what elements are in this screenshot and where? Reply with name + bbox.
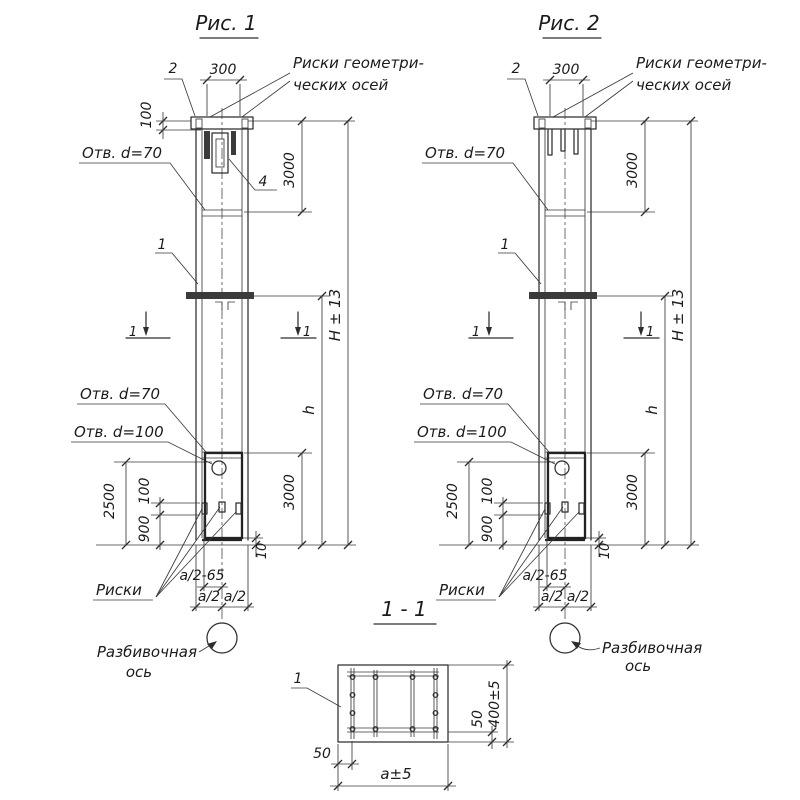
svg-text:900: 900 — [137, 515, 153, 543]
fig1-title: Рис. 1 — [195, 11, 257, 35]
svg-text:Разбивочная: Разбивочная — [96, 643, 197, 661]
svg-text:a/2-65: a/2-65 — [179, 568, 225, 584]
svg-text:1: 1 — [128, 325, 138, 340]
svg-text:a±5: a±5 — [380, 765, 412, 783]
svg-text:Отв. d=100: Отв. d=100 — [417, 423, 507, 441]
svg-text:ось: ось — [125, 663, 153, 681]
svg-text:Отв. d=70: Отв. d=70 — [425, 144, 506, 162]
section-title: 1 - 1 — [381, 597, 427, 621]
svg-text:Отв. d=70: Отв. d=70 — [82, 144, 163, 162]
svg-text:a/2: a/2 — [223, 589, 247, 605]
svg-text:h: h — [643, 405, 661, 415]
svg-text:H ± 13: H ± 13 — [326, 288, 344, 342]
svg-text:10: 10 — [598, 542, 613, 560]
svg-text:900: 900 — [480, 515, 496, 543]
svg-text:2500: 2500 — [102, 483, 118, 519]
svg-text:4: 4 — [258, 174, 268, 190]
svg-text:50: 50 — [313, 746, 331, 762]
svg-text:a/2: a/2 — [540, 589, 564, 605]
svg-text:Риски: Риски — [96, 581, 142, 599]
svg-text:a/2-65: a/2-65 — [522, 568, 568, 584]
svg-text:a/2: a/2 — [566, 589, 590, 605]
svg-text:3000: 3000 — [625, 152, 641, 188]
svg-text:100: 100 — [139, 101, 155, 129]
svg-text:1: 1 — [500, 237, 510, 253]
svg-text:100: 100 — [480, 477, 496, 505]
svg-text:300: 300 — [552, 62, 580, 78]
svg-text:Отв. d=70: Отв. d=70 — [423, 385, 504, 403]
svg-text:2: 2 — [168, 61, 178, 77]
svg-text:ческих осей: ческих осей — [636, 76, 732, 94]
svg-text:Риски: Риски — [439, 581, 485, 599]
svg-text:3000: 3000 — [282, 474, 298, 510]
fig2-title: Рис. 2 — [538, 11, 600, 35]
svg-text:a/2: a/2 — [197, 589, 221, 605]
svg-text:Риски геометри-: Риски геометри- — [636, 54, 767, 72]
svg-text:1: 1 — [157, 237, 167, 253]
svg-text:100: 100 — [137, 477, 153, 505]
svg-text:Разбивочная: Разбивочная — [602, 639, 703, 657]
svg-text:400±5: 400±5 — [487, 680, 503, 728]
svg-text:1: 1 — [645, 325, 655, 340]
svg-text:2500: 2500 — [445, 483, 461, 519]
svg-text:3000: 3000 — [625, 474, 641, 510]
svg-text:Отв. d=100: Отв. d=100 — [74, 423, 164, 441]
svg-text:H ± 13: H ± 13 — [669, 288, 687, 342]
svg-text:1: 1 — [471, 325, 481, 340]
svg-text:1: 1 — [293, 671, 303, 687]
svg-text:3000: 3000 — [282, 152, 298, 188]
svg-text:50: 50 — [470, 710, 486, 728]
svg-text:Риски геометри-: Риски геометри- — [293, 54, 424, 72]
svg-text:2: 2 — [511, 61, 521, 77]
svg-text:1: 1 — [302, 325, 312, 340]
svg-text:ческих осей: ческих осей — [293, 76, 389, 94]
svg-text:h: h — [300, 405, 318, 415]
svg-text:300: 300 — [209, 62, 237, 78]
svg-text:Отв. d=70: Отв. d=70 — [80, 385, 161, 403]
svg-text:ось: ось — [625, 657, 652, 675]
svg-text:10: 10 — [255, 542, 270, 560]
